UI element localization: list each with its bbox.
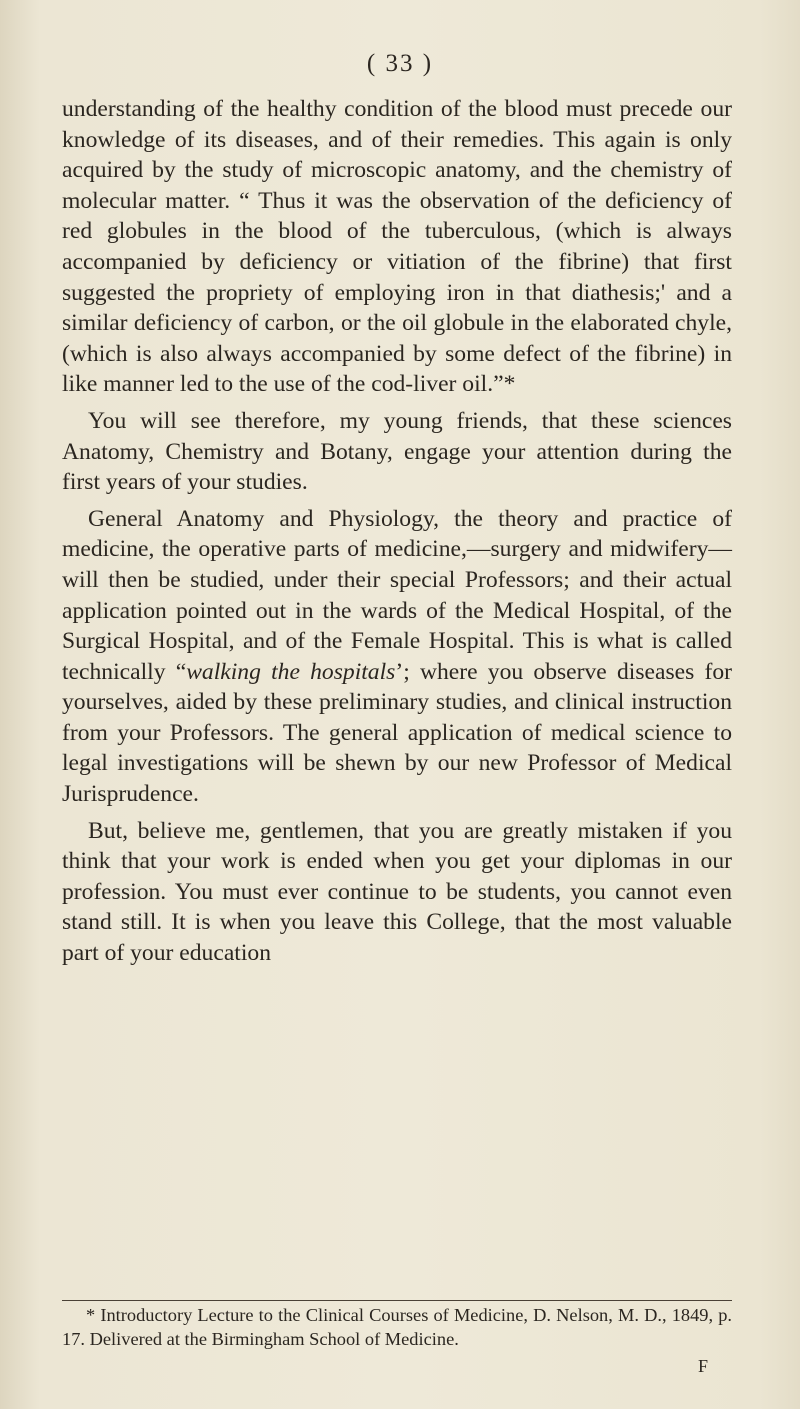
signature-mark: F (698, 1356, 709, 1376)
paragraph-1: understanding of the healthy condition of the blood must precede our knowledge of its diseases, and of their remedies. This again is only acquired by the study of microscopic anatomy, and the chemistry of molecular matter. “ Thus it was the observation of the deficiency of red globules in the blood of the tuberculous, (which is always accompanied by deficiency or vitiation of the fibrine) that first suggested the propriety of employing iron in that diathesis;' and a similar deficiency of carbon, or the oil globule in the elaborated chyle, (which is also always accompanied by some defect of the fibrine) in like manner led to the use of the cod-liver oil.”* (62, 96, 732, 398)
page-number: ( 33 ) (366, 50, 434, 77)
paragraph-3-start: General Anatomy and Physiology, the theory and practice of medicine, the operative parts of medicine,—surgery and midwifery—will then be studied, under their special Professors; and their actual application pointed out in the wards of the Medical Hospital, of the Surgical Hospital, and of the Female Hospital. This is what is called technically “ (62, 505, 732, 685)
paragraph-3-end: ’; where you observe diseases for yourselves, aided by these preliminary studies, and clinical instruction from your Professors. The general application of medical science to legal investigations will be shewn by our new Professor of Medical Jurisprudence. (62, 658, 732, 808)
footnote-divider (62, 1300, 732, 1301)
footnote: * Introductory Lecture to the Clinical Courses of Medicine, D. Nelson, M. D., 1849, p. 17. Delivered at the Birmingham School of Medicine. (62, 1305, 732, 1349)
paragraph-3-italic-term: walking the hospitals (186, 658, 396, 685)
paragraph-4: But, believe me, gentlemen, that you are greatly mistaken if you think that your work is ended when you get your diplomas in our profession. You must ever continue to be students, you cannot even stand still. It is when you leave this College, that the most valuable part of your education (62, 817, 732, 967)
paragraph-3 (62, 504, 732, 810)
body-text (62, 94, 732, 969)
paragraph-2: You will see therefore, my young friends, that these sciences Anatomy, Chemistry and Botany, engage your attention during the first years of your studies. (62, 407, 732, 496)
